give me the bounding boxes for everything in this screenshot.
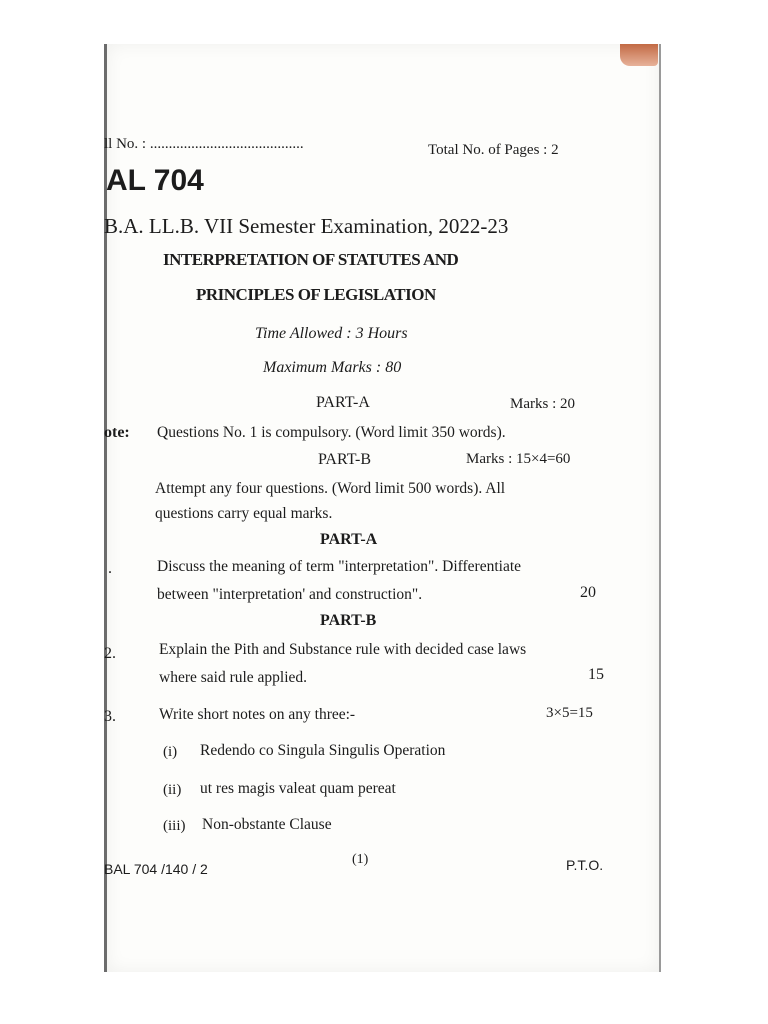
footer-pto: P.T.O. [566, 857, 604, 873]
instructions-part-b-marks: Marks : 15×4=60 [466, 451, 571, 467]
instructions-part-b-text-line1: Attempt any four questions. (Word limit 500 words). All [155, 480, 506, 497]
note-label: ote: [104, 424, 130, 441]
section-b-heading: PART-B [320, 612, 377, 629]
instructions-part-b-label: PART-B [318, 451, 371, 468]
question-3-item-number: (ii) [163, 782, 182, 798]
question-1-line2: between "interpretation' and construction". [157, 586, 423, 603]
question-2-line1: Explain the Pith and Substance rule with decided case laws [159, 641, 527, 658]
paper-corner-stain [620, 44, 658, 66]
subject-title-line1: INTERPRETATION OF STATUTES AND [163, 250, 459, 269]
instructions-part-b-text-line2: questions carry equal marks. [155, 505, 333, 522]
question-3-item-text: Non-obstante Clause [202, 816, 332, 833]
exam-title: B.A. LL.B. VII Semester Examination, 2022-23 [104, 214, 509, 238]
footer-page-number: (1) [352, 852, 369, 867]
footer-paper-code: BAL 704 /140 / 2 [104, 861, 208, 877]
question-2-number: 2. [104, 645, 116, 662]
roll-number-field: ll No. : ......................................... [104, 136, 304, 152]
question-1-line1: Discuss the meaning of term "interpretation". Differentiate [157, 558, 522, 575]
paper-code: AL 704 [106, 164, 204, 197]
subject-title-line2: PRINCIPLES OF LEGISLATION [196, 285, 436, 304]
section-a-heading: PART-A [320, 531, 378, 548]
question-3-item-number: (i) [163, 744, 178, 760]
question-3-item-text: ut res magis valeat quam pereat [200, 780, 396, 797]
question-3-item-number: (iii) [163, 818, 186, 834]
question-3-number: 3. [104, 708, 116, 725]
time-allowed: Time Allowed : 3 Hours [255, 325, 408, 342]
question-3-item-text: Redendo co Singula Singulis Operation [200, 742, 446, 759]
total-pages: Total No. of Pages : 2 [428, 142, 559, 158]
question-1-number: . [108, 560, 112, 577]
question-3-text: Write short notes on any three:- [159, 706, 356, 723]
question-2-marks: 15 [588, 666, 604, 683]
instructions-part-a-label: PART-A [316, 394, 370, 411]
instructions-part-a-marks: Marks : 20 [510, 396, 575, 412]
maximum-marks: Maximum Marks : 80 [263, 359, 402, 376]
instructions-part-a-text: Questions No. 1 is compulsory. (Word limit 350 words). [157, 424, 506, 441]
question-2-line2: where said rule applied. [159, 669, 308, 686]
question-1-marks: 20 [580, 584, 596, 601]
question-3-marks: 3×5=15 [546, 705, 593, 721]
